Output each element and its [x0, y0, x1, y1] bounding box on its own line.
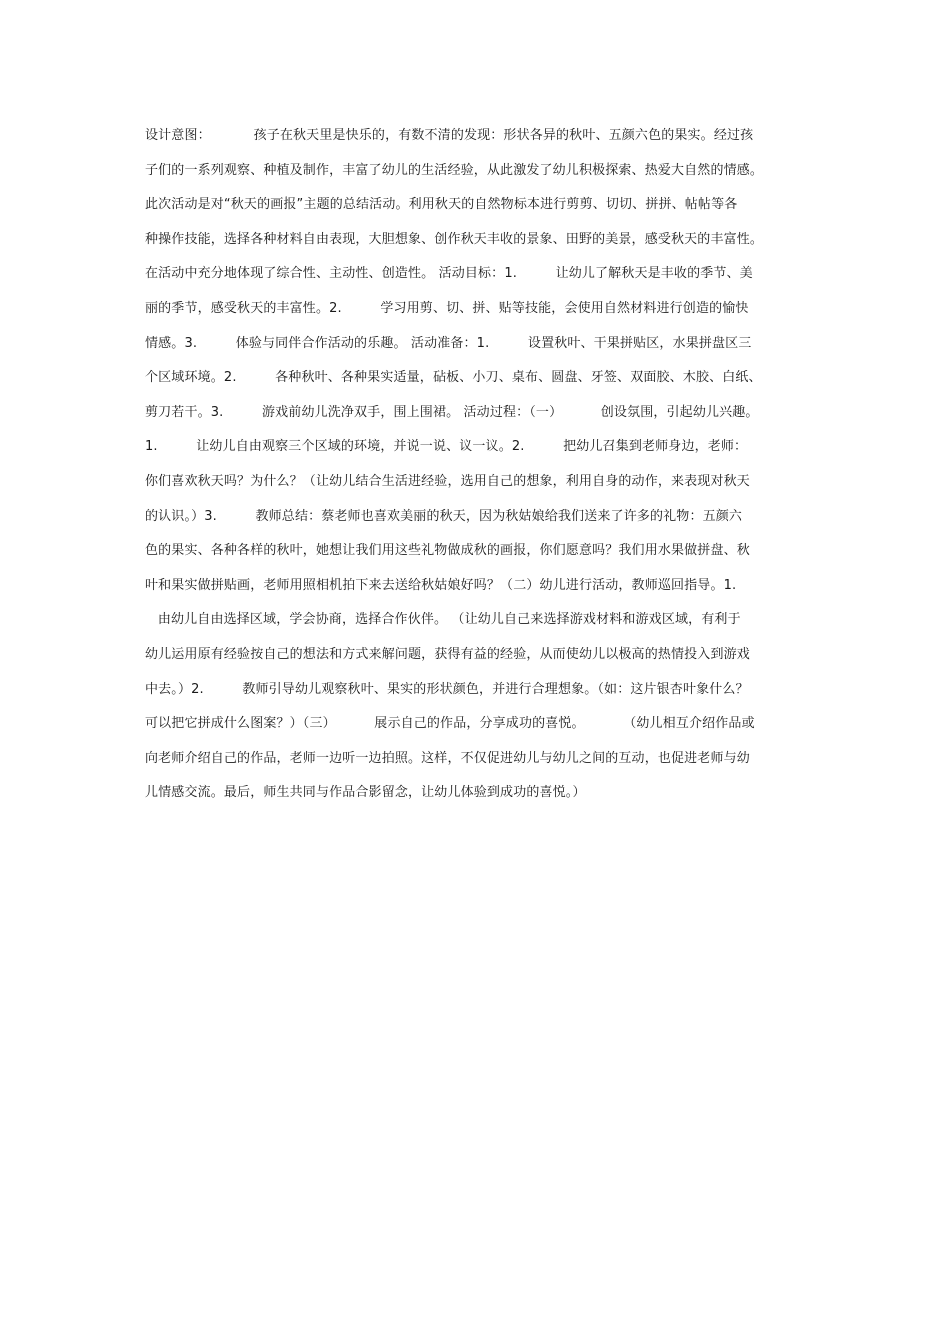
text-line: 此次活动是对“秋天的画报”主题的总结活动。利用秋天的自然物标本进行剪剪、切切、拼拼、帖帖等各 — [145, 197, 738, 213]
text-line: 向老师介绍自己的作品，老师一边听一边拍照。这样，不仅促进幼儿与幼儿之间的互动，也促进老师与幼 — [145, 750, 750, 766]
text-line: 色的果实、各种各样的秋叶，她想让我们用这些礼物做成秋的画报，你们愿意吗？我们用水果做拼盘、秋 — [145, 543, 750, 559]
text-line: 子们的一系列观察、种植及制作，丰富了幼儿的生活经验，从此激发了幼儿积极探索、热爱大自然的情感。 — [145, 162, 764, 178]
text-line: 叶和果实做拼贴画，老师用照相机拍下来去送给秋姑娘好吗？（二）幼儿进行活动，教师巡回指导。1. — [145, 577, 737, 593]
text-line: 情感。3. 体验与同伴合作活动的乐趣。 活动准备：1. 设置秋叶、干果拼贴区，水果拼盘区三 — [145, 335, 752, 351]
document-body — [145, 124, 825, 816]
text-line: 由幼儿自由选择区域，学会协商，选择合作伙伴。 （让幼儿自己来选择游戏材料和游戏区域，有利于 — [145, 612, 741, 628]
text-line: 剪刀若干。3. 游戏前幼儿洗净双手，围上围裙。 活动过程：（一） 创设氛围，引起幼儿兴趣。 — [145, 404, 759, 420]
text-line: 中去。）2. 教师引导幼儿观察秋叶、果实的形状颜色，并进行合理想象。（如：这片银杏叶象什么？ — [145, 681, 749, 697]
text-line: 幼儿运用原有经验按自己的想法和方式来解问题，获得有益的经验，从而使幼儿以极高的热情投入到游戏 — [145, 646, 750, 662]
text-line: 设计意图： 孩子在秋天里是快乐的，有数不清的发现：形状各异的秋叶、五颜六色的果实。经过孩 — [145, 128, 754, 143]
text-line: 个区域环境。2. 各种秋叶、各种果实适量，砧板、小刀、桌布、圆盘、牙签、双面胶、木胶、白纸、 — [145, 370, 762, 386]
text-line: 儿情感交流。最后，师生共同与作品合影留念，让幼儿体验到成功的喜悦。） — [145, 785, 586, 801]
text-line: 可以把它拼成什么图案？）（三） 展示自己的作品，分享成功的喜悦。 （幼儿相互介绍作品或 — [145, 716, 755, 732]
text-line: 在活动中充分地体现了综合性、主动性、创造性。 活动目标：1. 让幼儿了解秋天是丰收的季节、美 — [145, 266, 753, 282]
text-line: 1. 让幼儿自由观察三个区域的环境，并说一说、议一议。2. 把幼儿召集到老师身边，老师： — [145, 439, 748, 455]
text-line: 的认识。）3. 教师总结：蔡老师也喜欢美丽的秋天，因为秋姑娘给我们送来了许多的礼物：五颜六 — [145, 508, 743, 524]
text-line: 你们喜欢秋天吗？为什么？（让幼儿结合生活进经验，选用自己的想象，利用自身的动作，来表现对秋天 — [145, 473, 750, 489]
text-line: 丽的季节，感受秋天的丰富性。2. 学习用剪、切、拼、贴等技能，会使用自然材料进行创造的愉快 — [145, 300, 749, 316]
text-line: 种操作技能，选择各种材料自由表现，大胆想象、创作秋天丰收的景象、田野的美景，感受秋天的丰富性。 — [145, 231, 764, 247]
